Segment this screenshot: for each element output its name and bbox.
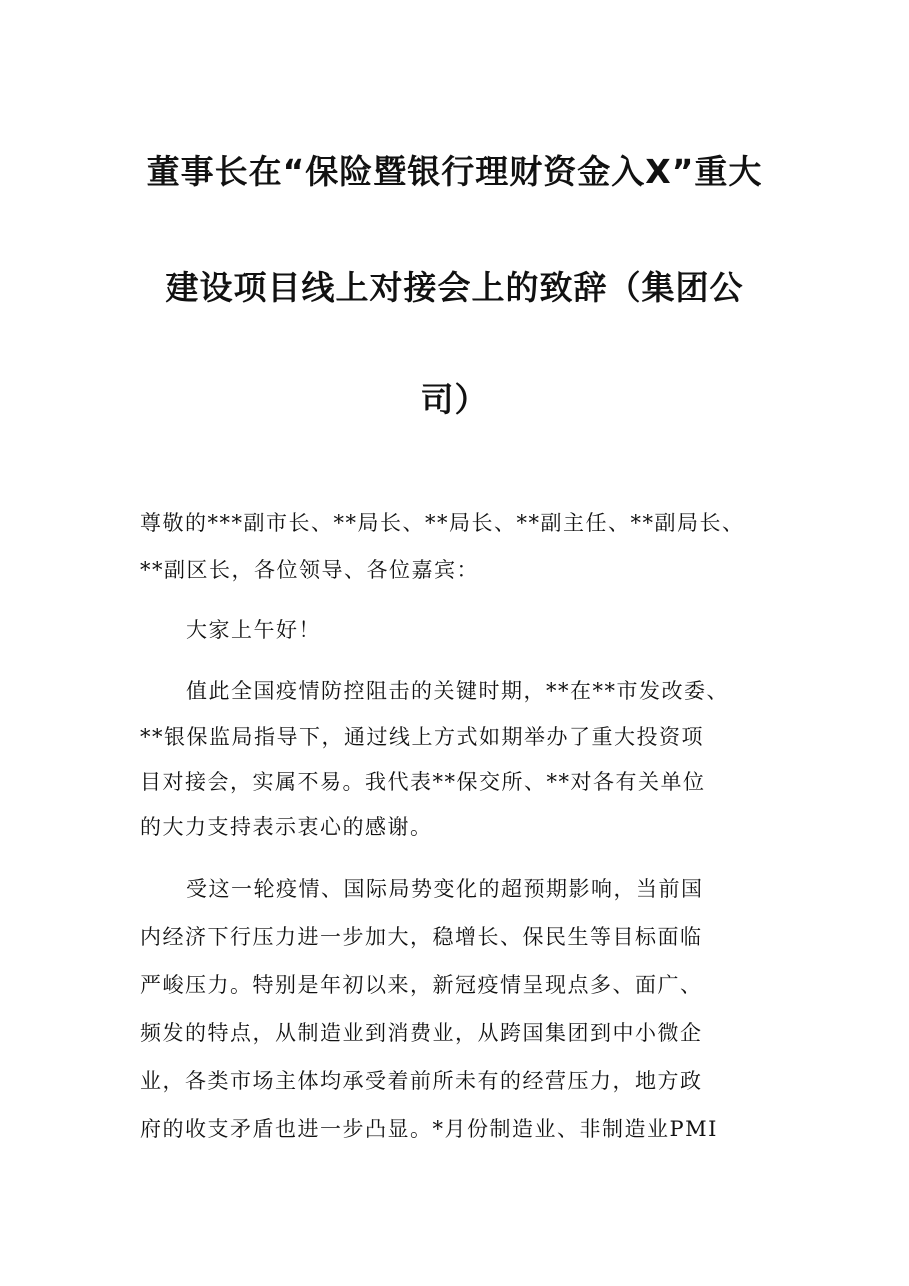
paragraph2-line-4: 频发的特点，从制造业到消费业，从跨国集团到中小微企 <box>140 1021 703 1045</box>
salutation-line-1: 尊敬的***副市长、**局长、**局长、**副主任、**副局长、 <box>140 511 745 535</box>
paragraph2-line-1: 受这一轮疫情、国际局势变化的超预期影响，当前国 <box>186 877 704 901</box>
paragraph1-line-2: **银保监局指导下，通过线上方式如期举办了重大投资项 <box>140 725 704 749</box>
document-title-line-1: 董事长在“保险暨银行理财资金入X”重大 <box>146 152 763 191</box>
paragraph1-line-1: 值此全国疫情防控阻击的关键时期，**在**市发改委、 <box>186 679 729 703</box>
paragraph2-line-5: 业，各类市场主体均承受着前所未有的经营压力，地方政 <box>140 1069 703 1093</box>
paragraph2-line-6: 府的收支矛盾也进一步凸显。*月份制造业、非制造业PMI <box>140 1117 718 1141</box>
document-title-line-3: 司） <box>420 380 489 419</box>
greeting-line: 大家上午好！ <box>186 618 321 642</box>
paragraph2-line-2: 内经济下行压力进一步加大，稳增长、保民生等目标面临 <box>140 925 703 949</box>
document-title-line-2: 建设项目线上对接会上的致辞（集团公 <box>165 268 744 307</box>
salutation-line-2: **副区长，各位领导、各位嘉宾： <box>140 558 479 582</box>
paragraph2-line-3: 严峻压力。特别是年初以来，新冠疫情呈现点多、面广、 <box>140 973 703 997</box>
paragraph1-line-3: 目对接会，实属不易。我代表**保交所、**对各有关单位 <box>140 770 706 794</box>
paragraph1-line-4: 的大力支持表示衷心的感谢。 <box>140 815 433 839</box>
